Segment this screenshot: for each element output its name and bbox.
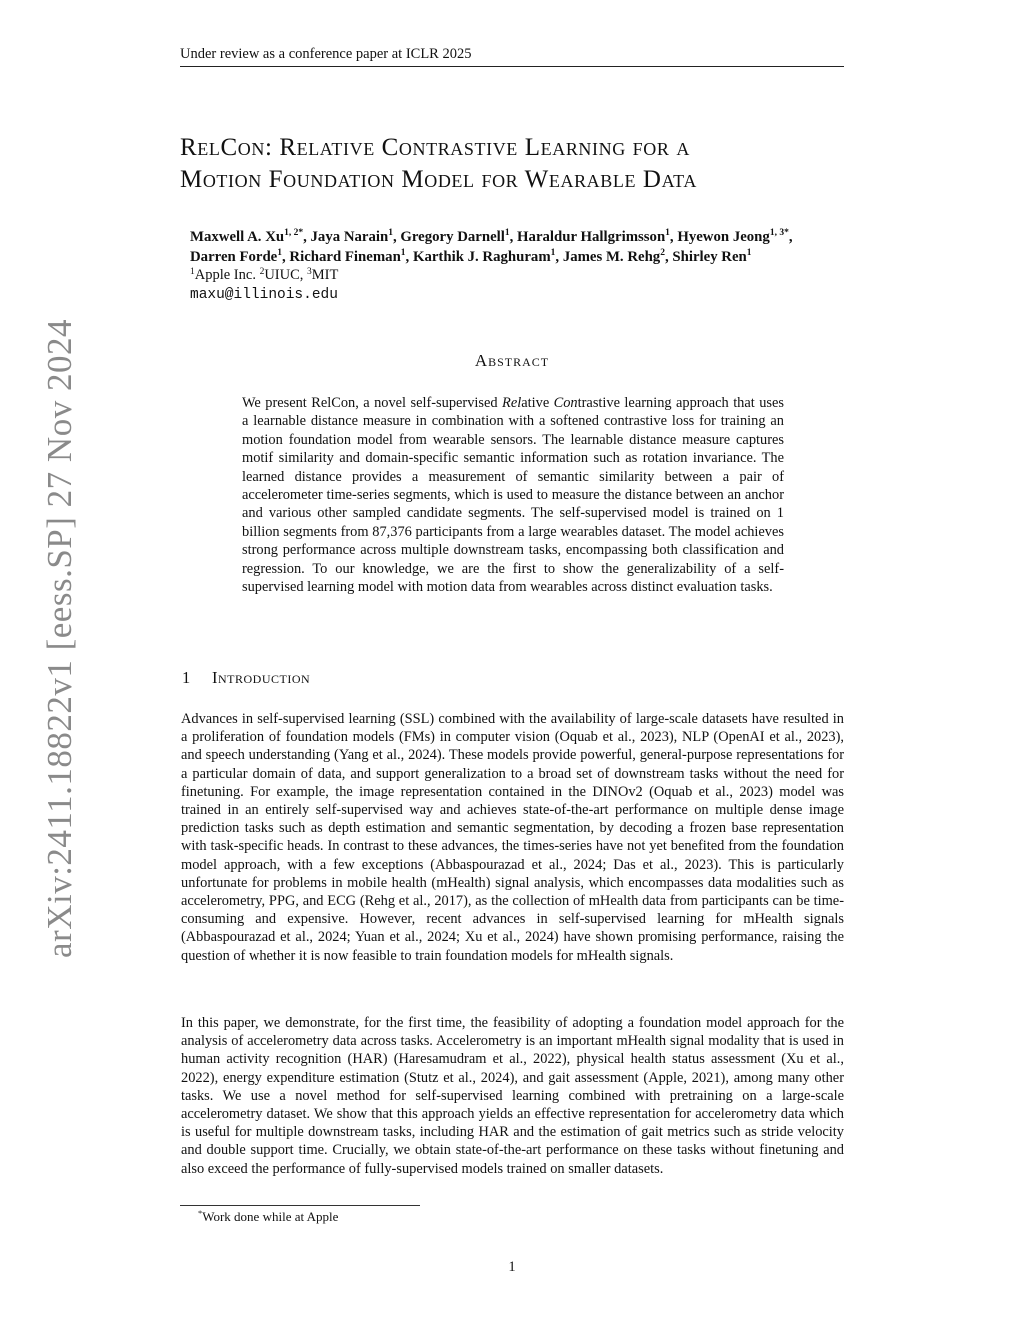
affil-name: MIT <box>311 267 339 283</box>
page-number: 1 <box>508 1259 516 1275</box>
author-affil-mark: 1 <box>388 228 393 238</box>
author-name: James M. Rehg <box>562 249 661 265</box>
section-title: Introduction <box>212 668 311 687</box>
arxiv-identifier-stamp: arXiv:2411.18822v1 [eess.SP] 27 Nov 2024 <box>40 319 79 958</box>
author-name: Gregory Darnell <box>400 229 505 245</box>
author-affil-mark: 1, 2* <box>284 228 304 238</box>
author-name: Haraldur Hallgrimsson <box>517 229 666 245</box>
footnote <box>198 1209 338 1225</box>
abstract-text: We present RelCon, a novel self-supervised <box>242 395 503 411</box>
author-name: Hyewon Jeong <box>677 229 770 245</box>
author-affil-mark: 1 <box>400 248 406 258</box>
author-name: Richard Fineman <box>289 249 401 265</box>
author-affil-mark: 1 <box>665 228 670 238</box>
author-name: Jaya Narain <box>310 229 389 245</box>
affiliations <box>190 266 338 284</box>
title-line-2: Motion Foundation Model for Wearable Data <box>180 166 697 193</box>
intro-paragraph-2: In this paper, we demonstrate, for the first time, the feasibility of adopting a foundation model approach for the analysis of accelerometry data across tasks. Accelerometry is an important mHealth signal modality that is used in human activity recognition (HAR) (Haresamudram et al., 2022), physical health status assessment (Xu et al., 2022), energy expenditure estimation (Stutz et al., 2024), and gait assessment (Apple, 2021), among many other tasks. We use a novel method for self-supervised learning combined with pretraining on a large-scale accelerometry dataset. We show that this approach yields an effective representation for accelerometry data which is useful for multiple downstream tasks, including HAR and the estimation of gait metrics such as stride velocity and double support time. Crucially, we obtain state-of-the-art performance on these tasks without finetuning and also exceed the performance of fully-supervised models trained on smaller datasets. <box>181 1015 844 1177</box>
footnote-divider <box>180 1205 420 1206</box>
contact-email: maxu@illinois.edu <box>190 287 338 303</box>
paper-title <box>180 132 860 196</box>
author-name: Shirley Ren <box>672 249 747 265</box>
affil-mark: 1 <box>190 267 195 277</box>
abstract-text: trastive learning approach that uses a learnable distance measure in combination with a softened contrastive loss for training an motion foundation model from wearable sensors. The learnable distance measure captures motif similarity and domain-specific semantic information such as rotation invariance. The learned distance provides a measurement of semantic similarity between a pair of accelerometer time-series segments, which is used to measure the distance between an anchor and various other sampled candidate segments. The self-supervised model is trained on 1 billion segments from 87,376 participants from a large wearables dataset. The model achieves strong performance across multiple downstream tasks, encompassing both classification and regression. To our knowledge, we are the first to show the generalizability of a self-supervised learning model with motion data from wearables across distinct evaluation tasks. <box>242 395 784 596</box>
abstract-emph: Con <box>553 395 578 411</box>
abstract-emph: Rel <box>502 395 522 411</box>
author-name: Maxwell A. Xu <box>190 229 285 245</box>
author-affil-mark: 1 <box>550 248 556 258</box>
intro-paragraph-1: Advances in self-supervised learning (SSL) combined with the availability of large-scale datasets have resulted in a proliferation of foundation models (FMs) in computer vision (Oquab et al., 2023), NLP (OpenAI et al., 2023), and speech understanding (Yang et al., 2024). These models provide powerful, general-purpose representations for a particular domain of data, and support generalization to a broad set of downstream tasks without the need for finetuning. For example, the image representation contained in the DINOv2 (Oquab et al., 2023) model was trained in an entirely self-supervised way and achieves state-of-the-art performance on multiple dense image prediction tasks such as depth estimation and semantic segmentation, by decoding a frozen base representation with task-specific heads. In contrast to these advances, the times-series have not yet benefited from the foundation model approach, with a few exceptions (Abbaspourazad et al., 2024; Das et al., 2023). This is particularly unfortunate for problems in mobile health (mHealth) signal analysis, which encompasses data modalities such as accelerometry, PPG, and ECG (Rehg et al., 2017), as the collection of mHealth data from participants can be time-consuming and expensive. However, recent advances in self-supervised learning for mHealth signals (Abbaspourazad et al., 2024; Yuan et al., 2024; Xu et al., 2024) have shown promising performance, raising the question of whether it is now feasible to train foundation models for mHealth signals. <box>181 711 844 964</box>
running-header: Under review as a conference paper at ICLR 2025 <box>180 45 844 67</box>
affil-mark: 2 <box>259 267 265 277</box>
author-affil-mark: 1, 3* <box>769 228 789 238</box>
author-affil-mark: 1 <box>504 228 510 238</box>
author-affil-mark: 1 <box>277 248 282 258</box>
footnote-mark: * <box>198 1208 203 1218</box>
abstract-text: ative <box>521 395 554 411</box>
author-list: Maxwell A. $Xu^{1, 2*}$, Jaya Narain$^1$, Gregory Darnell$^1$, Haraldur Hallgrimsson$^1$, Hyewon Jeong$^{1, 3*}$, Darren Forde$^1$, Richard Fineman$^1$, Karthik J. Raghuram$^1$, James M. Rehg$^2$, Shirley Ren$^1$ <box>190 228 793 265</box>
footnote-text: Work done while at Apple <box>202 1209 339 1224</box>
affil-mark: 3 <box>307 267 312 277</box>
affil-name: Apple Inc. <box>194 267 260 283</box>
abstract-heading: Abstract <box>474 351 550 370</box>
author-affil-mark: 1 <box>746 248 752 258</box>
section-number: 1 <box>182 668 191 687</box>
section-heading-introduction <box>182 668 310 688</box>
author-affil-mark: 2 <box>660 248 665 258</box>
affil-name: UIUC, <box>264 267 308 283</box>
abstract-body <box>242 394 784 596</box>
title-line-1: RelCon: Relative Contrastive Learning for a <box>180 134 690 161</box>
author-name: Darren Forde <box>190 249 278 265</box>
author-name: Karthik J. Raghuram <box>412 249 551 265</box>
